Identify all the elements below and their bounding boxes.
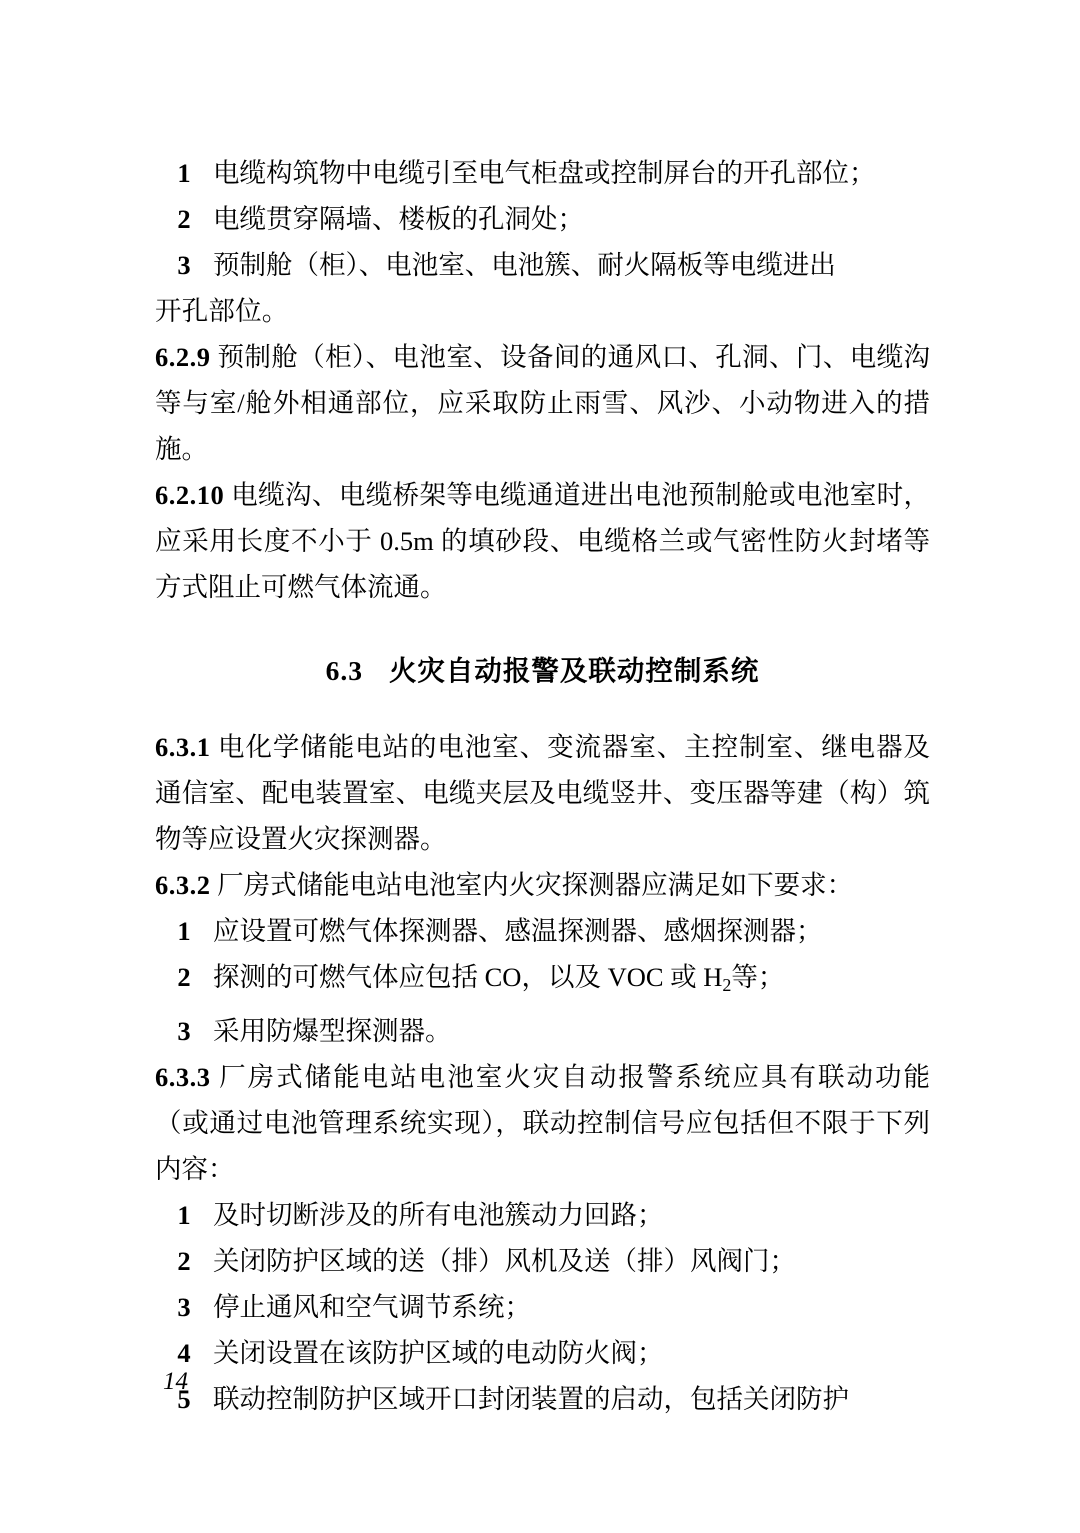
list-item-number: 1 <box>177 1200 191 1231</box>
list-item-continuation: 开孔部位。 <box>155 296 289 326</box>
list-item-text: 联动控制防护区域开口封闭装置的启动，包括关闭防护 <box>213 1384 849 1415</box>
list-item-number: 2 <box>177 1246 191 1277</box>
list-item-text: 关闭设置在该防护区域的电动防火阀； <box>213 1338 664 1369</box>
clause-text: 预制舱（柜）、电池室、设备间的通风口、孔洞、门、电缆沟等与室/舱外相通部位，应采取防止雨雪、风沙、小动物进入的措施。 <box>155 342 931 464</box>
clause-number: 6.2.10 <box>155 480 225 510</box>
list-item-number: 2 <box>177 204 191 234</box>
list-item <box>155 954 930 1008</box>
clause-number: 6.2.9 <box>155 342 211 372</box>
clause-number: 6.3.2 <box>155 870 211 900</box>
list-item-text: 及时切断涉及的所有电池簇动力回路； <box>213 1200 664 1231</box>
section-number: 6.3 <box>325 655 363 686</box>
clause-number: 6.3.3 <box>155 1062 211 1093</box>
list-item-number: 3 <box>177 1016 191 1047</box>
list-item-text: 电缆贯穿隔墙、楼板的孔洞处； <box>213 204 584 234</box>
clause-text: 厂房式储能电站电池室火灾自动报警系统应具有联动功能（或通过电池管理系统实现），联动控制信号应包括但不限于下列内容： <box>155 1062 931 1185</box>
clause-text: 电化学储能电站的电池室、变流器室、主控制室、继电器及通信室、配电装置室、电缆夹层及电缆竖井、变压器等建（构）筑物等应设置火灾探测器。 <box>155 732 931 854</box>
list-item-number: 3 <box>177 250 191 280</box>
list-item <box>155 1330 930 1376</box>
clause-6-3-1 <box>155 724 930 862</box>
list-item-text: 关闭防护区域的送（排）风机及送（排）风阀门； <box>213 1246 796 1277</box>
list-item <box>155 908 930 954</box>
list-item-text: 预制舱（柜）、电池室、电池簇、耐火隔板等电缆进出 <box>213 250 836 280</box>
clause-6-2-9 <box>155 334 930 472</box>
clause-6-3-3 <box>155 1054 930 1192</box>
list-item <box>155 1284 930 1330</box>
list-item <box>155 1008 930 1054</box>
list-item-number: 2 <box>177 962 191 992</box>
chemical-subscript: 2 <box>722 975 732 996</box>
list-item-text: 电缆构筑物中电缆引至电气柜盘或控制屏台的开孔部位； <box>213 158 876 188</box>
page-content <box>155 150 930 1422</box>
page-number: 14 <box>163 1368 188 1395</box>
list-item-text-after: 等； <box>731 962 785 992</box>
list-item-text-before: 探测的可燃气体应包括 CO，以及 VOC 或 H <box>213 962 723 992</box>
clause-text: 厂房式储能电站电池室内火灾探测器应满足如下要求： <box>217 870 854 900</box>
list-item <box>155 150 930 196</box>
list-item-number: 1 <box>177 916 191 946</box>
section-title: 火灾自动报警及联动控制系统 <box>388 655 760 686</box>
section-heading <box>155 648 930 694</box>
list-item <box>155 1238 930 1284</box>
list-item <box>155 242 930 288</box>
clause-number: 6.3.1 <box>155 732 211 762</box>
list-item <box>155 1376 930 1422</box>
list-item <box>155 1192 930 1238</box>
clause-text: 电缆沟、电缆桥架等电缆通道进出电池预制舱或电池室时，应采用长度不小于 0.5m 的填砂段、电缆格兰或气密性防火封堵等方式阻止可燃气体流通。 <box>155 480 931 602</box>
list-item-number: 1 <box>177 158 191 188</box>
list-item <box>155 196 930 242</box>
clause-6-2-10 <box>155 472 930 610</box>
list-item-number: 4 <box>177 1338 191 1369</box>
list-item-number: 3 <box>177 1292 191 1323</box>
list-item-text: 停止通风和空气调节系统； <box>213 1292 531 1323</box>
clause-6-3-2 <box>155 862 930 908</box>
list-item-text: 采用防爆型探测器。 <box>213 1016 452 1047</box>
list-item-text <box>213 954 930 1008</box>
list-item-number: 5 <box>177 1384 191 1415</box>
list-item-text: 应设置可燃气体探测器、感温探测器、感烟探测器； <box>213 916 823 946</box>
